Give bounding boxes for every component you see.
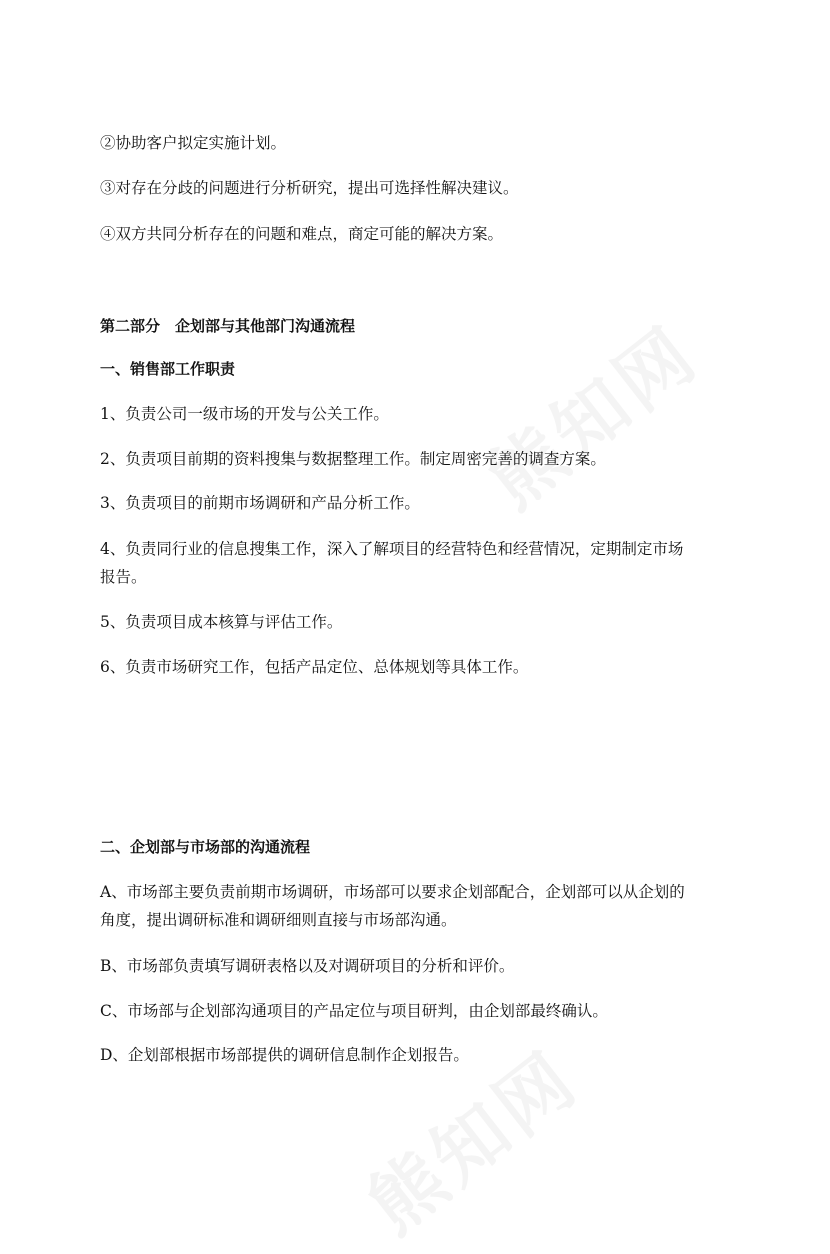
part-title: 第二部分 企划部与其他部门沟通流程 [100,317,356,335]
list-item-continuation: 角度，提出调研标准和调研细则直接与市场部沟通。 [100,911,457,929]
section-heading-communication-flow: 二、企划部与市场部的沟通流程 [100,838,311,856]
list-item: 2、负责项目前期的资料搜集与数据整理工作。制定周密完善的调查方案。 [100,450,606,468]
list-item: 3、负责项目的前期市场调研和产品分析工作。 [100,494,420,512]
list-item: A、市场部主要负责前期市场调研，市场部可以要求企划部配合，企划部可以从企划的 [100,883,685,901]
list-item: 1、负责公司一级市场的开发与公关工作。 [100,405,389,423]
list-item: ④双方共同分析存在的问题和难点，商定可能的解决方案。 [100,225,504,243]
list-item: ②协助客户拟定实施计划。 [100,134,287,152]
section-heading-sales-duties: 一、销售部工作职责 [100,360,236,378]
list-item: ③对存在分歧的问题进行分析研究，提出可选择性解决建议。 [100,179,519,197]
list-item: D、企划部根据市场部提供的调研信息制作企划报告。 [100,1046,469,1064]
list-item-continuation: 报告。 [100,568,147,586]
list-item: B、市场部负责填写调研表格以及对调研项目的分析和评价。 [100,957,515,975]
list-item: 5、负责项目成本核算与评估工作。 [100,613,343,631]
watermark-top [463,297,717,528]
list-item: 4、负责同行业的信息搜集工作，深入了解项目的经营特色和经营情况，定期制定市场 [100,540,684,558]
list-item: C、市场部与企划部沟通项目的产品定位与项目研判，由企划部最终确认。 [100,1002,608,1020]
list-item: 6、负责市场研究工作，包括产品定位、总体规划等具体工作。 [100,658,529,676]
